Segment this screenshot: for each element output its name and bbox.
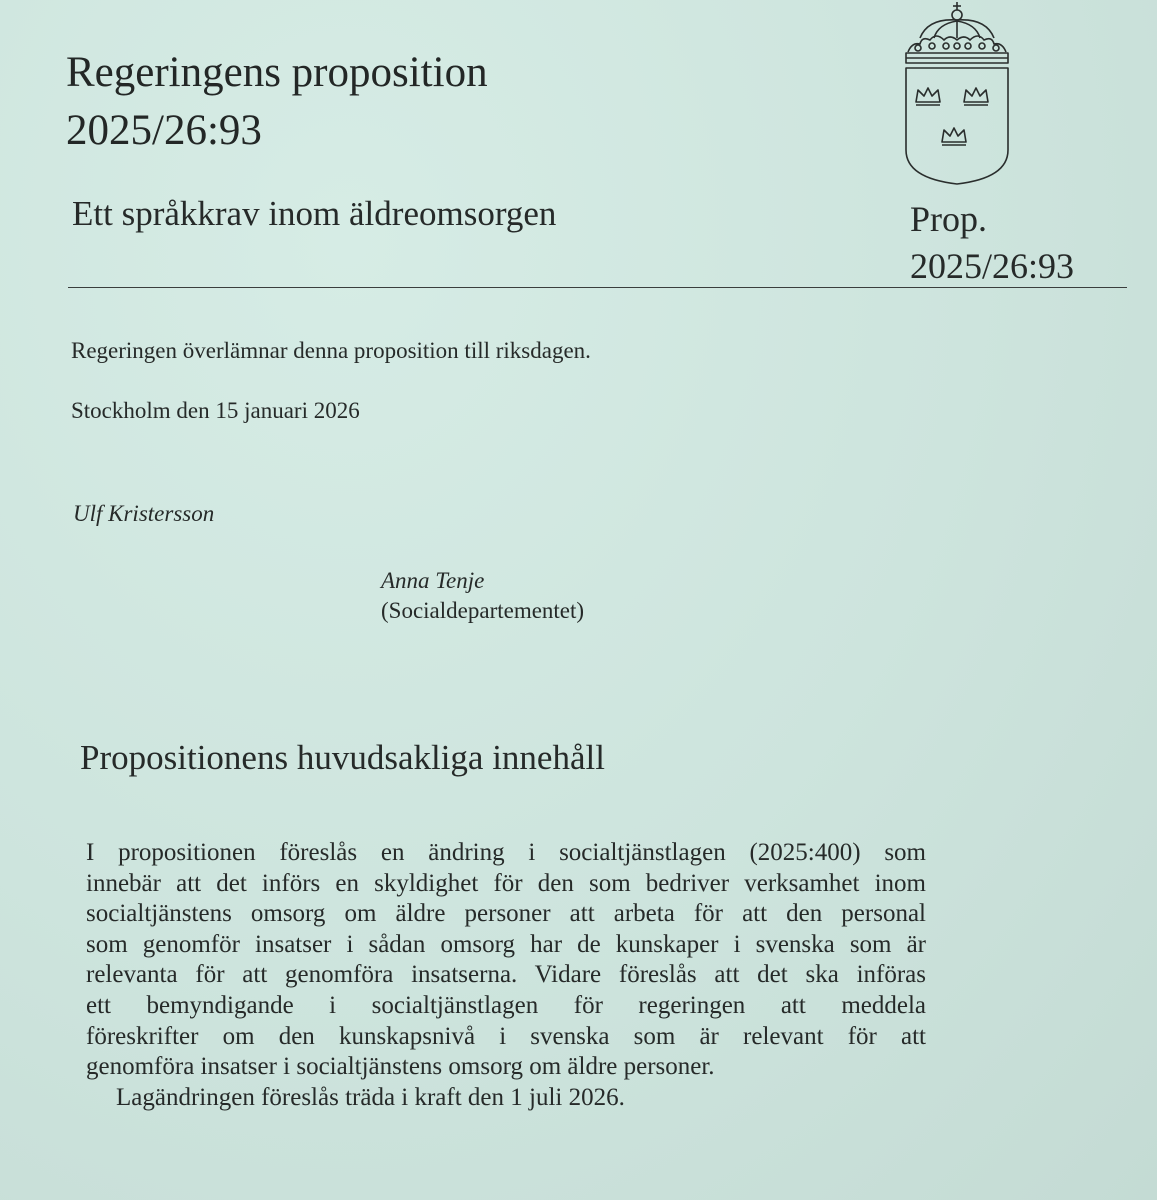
summary-line: socialtjänstens omsorg om äldre personer att arbeta för att den personal	[86, 900, 926, 928]
title-line-2: 2025/26:93	[66, 107, 262, 154]
summary-second-paragraph: Lagändringen föreslås träda i kraft den 1 juli 2026.	[116, 1083, 625, 1111]
summary-line: relevanta för att genomföra insatserna. Vidare föreslås att det ska införas	[86, 961, 926, 989]
proposition-subtitle: Ett språkkrav inom äldreomsorgen	[72, 194, 557, 233]
prop-ref-number: 2025/26:93	[910, 246, 1075, 286]
place-and-date: Stockholm den 15 januari 2026	[71, 398, 360, 423]
proposition-reference	[910, 196, 1074, 290]
summary-line: föreskrifter om den kunskapsnivå i svenska som är relevant för att	[86, 1022, 926, 1050]
document-title	[66, 44, 488, 160]
summary-line: innebär att det införs en skyldighet för den som bedriver verksamhet inom	[86, 869, 926, 897]
summary-line: som genomför insatser i sådan omsorg har de kunskaper i svenska som är	[86, 930, 926, 958]
submission-statement: Regeringen överlämnar denna proposition till riksdagen.	[71, 338, 591, 363]
title-line-1: Regeringens proposition	[66, 49, 488, 96]
signature-minister: Anna Tenje	[381, 568, 485, 593]
swedish-coat-of-arms-icon	[898, 0, 1016, 186]
summary-line: I propositionen föreslås en ändring i socialtjänstlagen (2025:400) som	[86, 839, 926, 866]
header-divider	[68, 287, 1127, 288]
summary-line: ett bemyndigande i socialtjänstlagen för regeringen att meddela	[86, 991, 926, 1019]
summary-line: genomföra insatser i socialtjänstens omsorg om äldre personer.	[86, 1053, 715, 1081]
summary-heading: Propositionens huvudsakliga innehåll	[80, 738, 605, 777]
signature-prime-minister: Ulf Kristersson	[73, 501, 215, 526]
prop-ref-label: Prop.	[910, 199, 988, 239]
summary-text	[86, 838, 926, 1113]
department-name: (Socialdepartementet)	[381, 598, 585, 623]
